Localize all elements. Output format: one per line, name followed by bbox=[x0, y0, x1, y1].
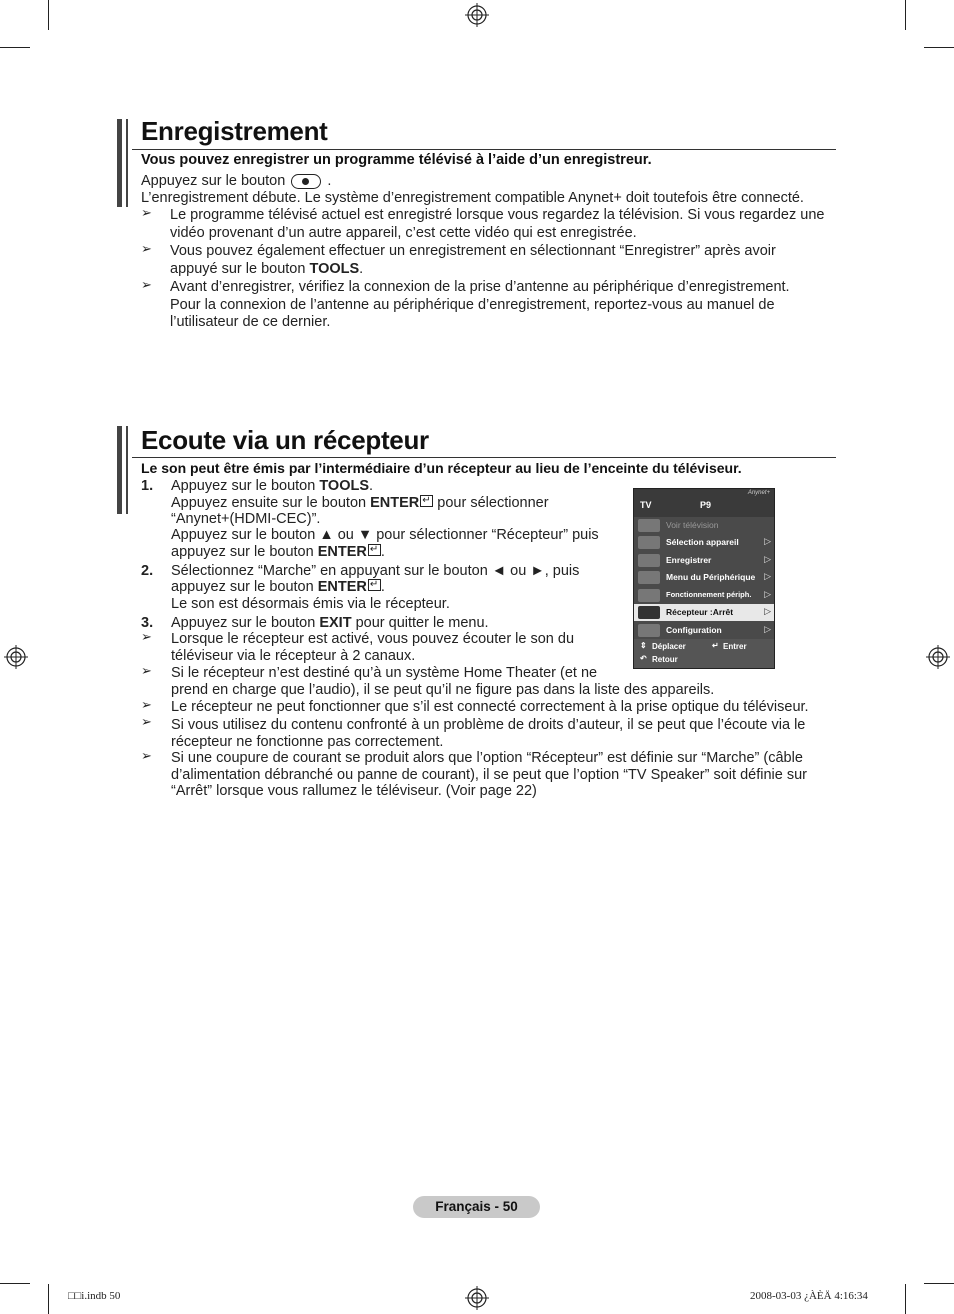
note-text: Si une coupure de courant se produit alors que l’option “Récepteur” est définie sur “Marche” (câble bbox=[171, 750, 803, 766]
step-text: Appuyez sur le bouton EXIT pour quitter le menu. bbox=[171, 615, 489, 631]
tv-menu-item[interactable]: Enregistrer ▷ bbox=[634, 552, 774, 569]
tv-menu-item[interactable]: Sélection appareil ▷ bbox=[634, 534, 774, 551]
receiver-icon bbox=[638, 606, 660, 619]
submenu-arrow-icon: ▷ bbox=[764, 536, 771, 546]
step-text: Sélectionnez “Marche” en appuyant sur le bouton ◄ ou ►, puis bbox=[171, 563, 580, 579]
step-text: appuyez sur le bouton ENTER↵ . bbox=[171, 579, 385, 597]
note-arrow-icon: ➢ bbox=[141, 629, 152, 644]
note-arrow-icon: ➢ bbox=[141, 277, 152, 292]
section-title: Enregistrement bbox=[141, 116, 328, 146]
tv-menu-item[interactable]: Menu du Périphérique ▷ bbox=[634, 569, 774, 586]
tv-menu-item[interactable]: Fonctionnement périph. ▷ bbox=[634, 587, 774, 604]
page-number-badge: Français - 50 bbox=[413, 1196, 540, 1218]
enter-icon bbox=[368, 544, 381, 556]
note-arrow-icon: ➢ bbox=[141, 241, 152, 256]
note-arrow-icon: ➢ bbox=[141, 697, 152, 712]
step-text: Appuyez sur le bouton ▲ ou ▼ pour sélectionner “Récepteur” puis bbox=[171, 527, 599, 543]
section-bar bbox=[117, 426, 122, 514]
note-text: d’alimentation débranché ou panne de courant), il se peut que l’option “TV Speaker” soit définie sur bbox=[171, 767, 807, 783]
anynet-logo: Anynet+ bbox=[747, 490, 770, 496]
note-text: Vous pouvez également effectuer un enregistrement en sélectionnant “Enregistrer” après avoir appuyé sur le bouton TOOLS. bbox=[170, 243, 776, 277]
step-text: “Anynet+(HDMI-CEC)”. bbox=[171, 511, 321, 527]
settings-icon bbox=[638, 624, 660, 637]
device-operation-icon bbox=[638, 589, 660, 602]
step-text: Le son est désormais émis via le récepteur. bbox=[171, 596, 450, 612]
step-text: appuyez sur le bouton ENTER↵ . bbox=[171, 544, 385, 562]
registration-mark-icon bbox=[465, 1286, 489, 1310]
lead-text: Le son peut être émis par l’intermédiaire d’un récepteur au lieu de l’enceinte du téléviseur. bbox=[141, 460, 742, 476]
tv-icon bbox=[638, 519, 660, 532]
device-select-icon bbox=[638, 536, 660, 549]
registration-mark-icon bbox=[926, 645, 950, 669]
section-bar bbox=[126, 119, 128, 207]
submenu-arrow-icon: ▷ bbox=[764, 554, 771, 564]
section-bar bbox=[117, 119, 122, 207]
crop-mark bbox=[0, 1283, 30, 1284]
step-text: Appuyez sur le bouton TOOLS. bbox=[171, 478, 374, 494]
crop-mark bbox=[905, 1284, 906, 1314]
section-bar bbox=[126, 426, 128, 514]
tv-menu-item-selected[interactable]: Récepteur :Arrêt ▷ bbox=[634, 604, 774, 621]
enter-icon bbox=[420, 495, 433, 507]
note-arrow-icon: ➢ bbox=[141, 714, 152, 729]
crop-mark bbox=[924, 47, 954, 48]
submenu-arrow-icon: ▷ bbox=[764, 589, 771, 599]
enter-icon bbox=[368, 579, 381, 591]
note-text: Le récepteur ne peut fonctionner que s’il est connecté correctement à la prise optique du téléviseur. bbox=[171, 699, 809, 715]
note-arrow-icon: ➢ bbox=[141, 748, 152, 763]
submenu-arrow-icon: ▷ bbox=[764, 624, 771, 634]
tv-menu-footer: ⇕ Déplacer ↵ Entrer ↶ Retour bbox=[634, 639, 774, 668]
submenu-arrow-icon: ▷ bbox=[764, 571, 771, 581]
record-button-icon bbox=[291, 174, 321, 189]
crop-mark bbox=[48, 1284, 49, 1314]
note-text: téléviseur via le récepteur à 2 canaux. bbox=[171, 648, 416, 664]
tv-menu-header bbox=[634, 489, 774, 517]
note-text: “Arrêt” lorsque vous rallumez le téléviseur. (Voir page 22) bbox=[171, 783, 537, 799]
note-arrow-icon: ➢ bbox=[141, 663, 152, 678]
note-text: prend en charge que l’audio), il se peut qu’il ne figure pas dans la liste des appareils. bbox=[171, 682, 715, 698]
print-slug: □□i.indb 50 bbox=[68, 1290, 121, 1302]
note-text: Le programme télévisé actuel est enregistré lorsque vous regardez la télévision. Si vous regardez une vidéo provenant d’un autre appareil, c’est cette vidéo qui est enregistrée. bbox=[170, 207, 825, 241]
note-text: Lorsque le récepteur est activé, vous pouvez écouter le son du bbox=[171, 631, 575, 647]
tv-menu-item[interactable]: Voir télévision bbox=[634, 517, 774, 534]
tv-menu-screenshot bbox=[633, 488, 775, 669]
title-rule bbox=[132, 457, 836, 458]
tv-channel-label: P9 bbox=[700, 500, 712, 510]
instruction-line: Appuyez sur le bouton . bbox=[141, 173, 332, 189]
lead-text: Vous pouvez enregistrer un programme télévisé à l’aide d’un enregistreur. bbox=[141, 152, 652, 168]
step-number: 1. bbox=[141, 478, 154, 494]
note-text: récepteur ne fonctionne pas correctement. bbox=[171, 734, 444, 750]
crop-mark bbox=[0, 47, 30, 48]
return-icon: ↶ bbox=[640, 654, 647, 663]
tv-source-label: TV bbox=[640, 500, 652, 510]
registration-mark-icon bbox=[465, 3, 489, 27]
note-text: Si vous utilisez du contenu confronté à un problème de droits d’auteur, il se peut que l’écoute via le bbox=[171, 717, 806, 733]
enter-icon: ↵ bbox=[712, 641, 719, 650]
device-menu-icon bbox=[638, 571, 660, 584]
instruction-line: L’enregistrement débute. Le système d’enregistrement compatible Anynet+ doit toutefois être connecté. bbox=[141, 190, 804, 206]
section-title: Ecoute via un récepteur bbox=[141, 425, 429, 455]
note-arrow-icon: ➢ bbox=[141, 205, 152, 220]
step-number: 2. bbox=[141, 563, 154, 579]
crop-mark bbox=[905, 0, 906, 30]
registration-mark-icon bbox=[4, 645, 28, 669]
crop-mark bbox=[924, 1283, 954, 1284]
tv-menu-item[interactable]: Configuration ▷ bbox=[634, 622, 774, 639]
note-text: Avant d’enregistrer, vérifiez la connexion de la prise d’antenne au périphérique d’enregistrement. Pour la connexion de l’antenne au périphérique d’enregistrement, reportez-vous au manuel de l’utilisateur de ce dernier. bbox=[170, 279, 790, 330]
step-text: Appuyez ensuite sur le bouton ENTER↵ pour sélectionner bbox=[171, 495, 549, 513]
print-slug: 2008-03-03 ¿ÀÈÄ 4:16:34 bbox=[750, 1290, 868, 1302]
crop-mark bbox=[48, 0, 49, 30]
title-rule bbox=[132, 149, 836, 150]
note-text: Si le récepteur n’est destiné qu’à un système Home Theater (et ne bbox=[171, 665, 598, 681]
submenu-arrow-icon: ▷ bbox=[764, 606, 771, 616]
move-icon: ⇕ bbox=[640, 641, 647, 650]
step-number: 3. bbox=[141, 615, 154, 631]
record-icon bbox=[638, 554, 660, 567]
